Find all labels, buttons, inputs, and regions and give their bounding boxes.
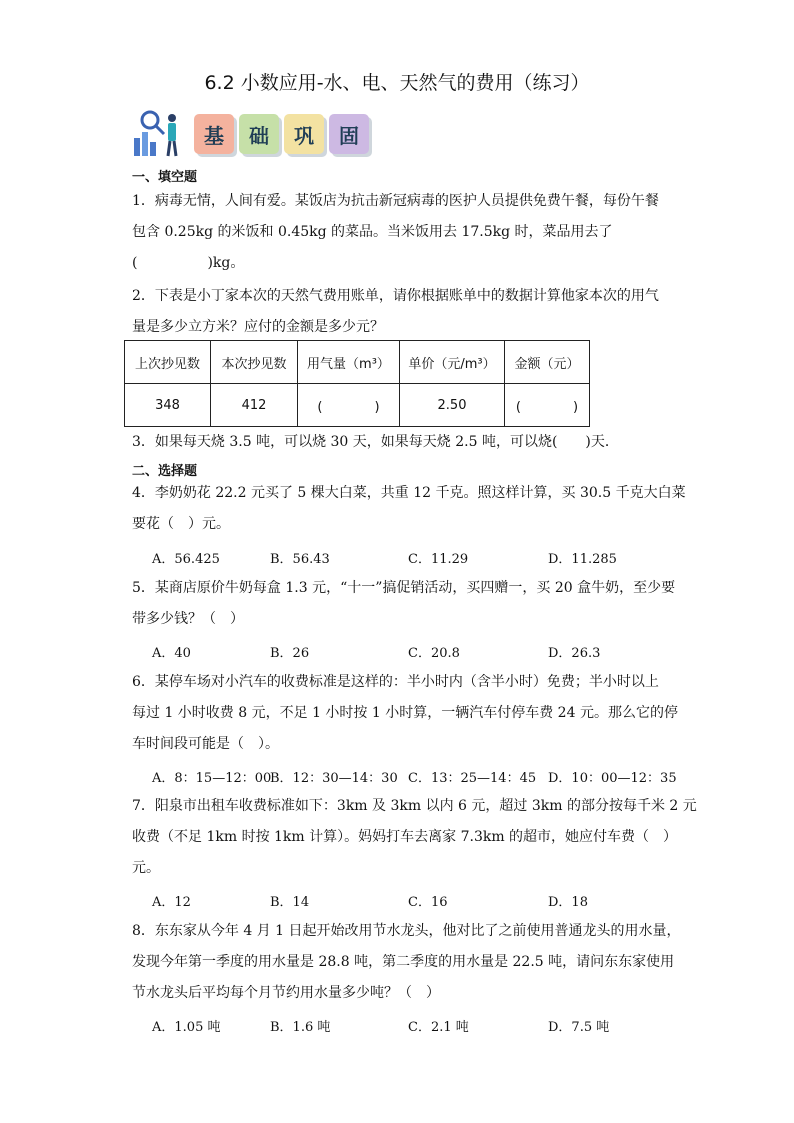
choice-d[interactable]: D．10：00—12：35 xyxy=(548,771,677,786)
table-row xyxy=(125,384,590,427)
table-cell-answer-blank: ( ) xyxy=(298,384,400,427)
banner-char-1: 基 xyxy=(194,114,234,154)
learner-illustration-icon xyxy=(132,108,186,158)
choice-a[interactable]: A．40 xyxy=(152,646,191,661)
question-line: 包含 0.25kg 的米饭和 0.45kg 的菜品。当米饭用去 17.5kg 时，菜品用去了 xyxy=(132,224,613,240)
question-3: 3．如果每天烧 3.5 吨，可以烧 30 天，如果每天烧 2.5 吨，可以烧( )天． xyxy=(132,434,619,450)
table-header-row xyxy=(125,341,590,384)
choice-b[interactable]: B．26 xyxy=(270,646,310,661)
banner-char-4: 固 xyxy=(329,114,369,154)
question-5-choices xyxy=(152,642,672,662)
question-line: 6．某停车场对小汽车的收费标准是这样的：半小时内（含半小时）免费；半小时以上 xyxy=(132,674,659,690)
question-line: 2．下表是小丁家本次的天然气费用账单，请你根据账单中的数据计算他家本次的用气 xyxy=(132,288,659,304)
banner-char-3: 巩 xyxy=(284,114,324,154)
section-heading-fill: 一、填空题 xyxy=(132,170,198,185)
question-line: 每过 1 小时收费 8 元，不足 1 小时按 1 小时算，一辆汽车付停车费 24 元。那么它的停 xyxy=(132,705,678,721)
question-6 xyxy=(132,667,678,760)
table-header-cell: 本次抄见数 xyxy=(211,341,298,384)
choice-c[interactable]: C．16 xyxy=(408,895,448,910)
section-heading-choice: 二、选择题 xyxy=(132,464,198,479)
question-line: 元。 xyxy=(132,860,160,876)
section-banner xyxy=(132,108,392,158)
table-cell: 2.50 xyxy=(400,384,505,427)
choice-a[interactable]: A．12 xyxy=(152,895,191,910)
choice-d[interactable]: D．26.3 xyxy=(548,646,601,661)
choice-b[interactable]: B．14 xyxy=(270,895,310,910)
question-line: 7．阳泉市出租车收费标准如下：3km 及 3km 以内 6 元，超过 3km 的部分按每千米 2 元 xyxy=(132,798,697,814)
gas-bill-table xyxy=(124,340,590,427)
question-line: 车时间段可能是（ ）。 xyxy=(132,736,279,752)
question-line: 5．某商店原价牛奶每盒 1.3 元，“十一”搞促销活动，买四赠一，买 20 盒牛奶，至少要 xyxy=(132,580,676,596)
choice-a[interactable]: A．1.05 吨 xyxy=(152,1020,221,1035)
question-5 xyxy=(132,573,676,635)
question-line: 带多少钱？（ ） xyxy=(132,611,244,627)
question-line: 发现今年第一季度的用水量是 28.8 吨，第二季度的用水量是 22.5 吨，请问东东家使用 xyxy=(132,954,675,970)
question-6-choices xyxy=(152,767,677,787)
question-line: 1．病毒无情，人间有爱。某饭店为抗击新冠病毒的医护人员提供免费午餐，每份午餐 xyxy=(132,193,659,209)
table-cell: 412 xyxy=(211,384,298,427)
choice-a[interactable]: A．56.425 xyxy=(152,552,220,567)
choice-d[interactable]: D．11.285 xyxy=(548,552,617,567)
question-4-choices xyxy=(152,548,672,568)
table-header-cell: 单价（元/m³） xyxy=(400,341,505,384)
question-8-choices xyxy=(152,1016,672,1036)
question-line: 量是多少立方米？应付的金额是多少元？ xyxy=(132,319,384,335)
table-header-cell: 上次抄见数 xyxy=(125,341,211,384)
choice-b[interactable]: B．1.6 吨 xyxy=(270,1020,331,1035)
table-cell: 348 xyxy=(125,384,211,427)
choice-c[interactable]: C．11.29 xyxy=(408,552,469,567)
question-line: 4．李奶奶花 22.2 元买了 5 棵大白菜，共重 12 千克。照这样计算，买 30.5 千克大白菜 xyxy=(132,485,686,501)
question-line: 收费（不足 1km 时按 1km 计算）。妈妈打车去离家 7.3km 的超市，她应付车费（ ） xyxy=(132,829,678,845)
question-4 xyxy=(132,478,686,540)
question-line: ( )kg。 xyxy=(132,255,245,271)
choice-b[interactable]: B．12：30—14：30 xyxy=(270,771,398,786)
table-header-cell: 用气量（m³） xyxy=(298,341,400,384)
question-1 xyxy=(132,186,672,279)
question-7-choices xyxy=(152,891,672,911)
question-8 xyxy=(132,916,681,1009)
question-line: 8．东东家从今年 4 月 1 日起开始改用节水龙头，他对比了之前使用普通龙头的用水量， xyxy=(132,923,681,939)
banner-char-2: 础 xyxy=(239,114,279,154)
page-title: 6.2 小数应用-水、电、天然气的费用（练习） xyxy=(204,72,590,94)
choice-a[interactable]: A．8：15—12：00 xyxy=(152,771,272,786)
question-line: 要花（ ）元。 xyxy=(132,516,230,532)
choice-b[interactable]: B．56.43 xyxy=(270,552,330,567)
choice-d[interactable]: D．7.5 吨 xyxy=(548,1020,610,1035)
choice-d[interactable]: D．18 xyxy=(548,895,588,910)
choice-c[interactable]: C．2.1 吨 xyxy=(408,1020,469,1035)
question-2 xyxy=(132,281,672,343)
question-line: 节水龙头后平均每个月节约用水量多少吨？（ ） xyxy=(132,985,440,1001)
choice-c[interactable]: C．13：25—14：45 xyxy=(408,771,537,786)
table-cell-answer-blank: ( ) xyxy=(505,384,590,427)
table-header-cell: 金额（元） xyxy=(505,341,590,384)
choice-c[interactable]: C．20.8 xyxy=(408,646,460,661)
question-7 xyxy=(132,791,697,884)
